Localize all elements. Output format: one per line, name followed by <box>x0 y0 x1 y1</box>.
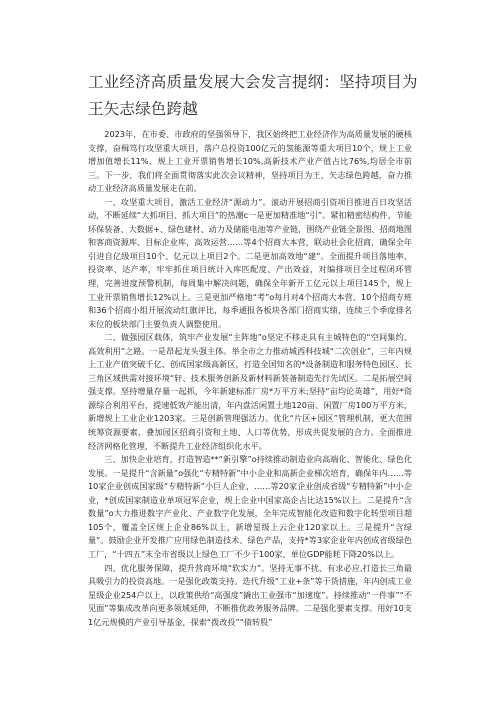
paragraph-section-3: 三、加快企业培育，打造智造**“新引擎”o持续推动制造业向高端化、智能化、绿色化发展。一是提升“含新量”o强化“专精特新”中小企业和高新企业梯次培育，确保年内……等10家企业创成国家级“专精特新”小巨人企业，……等20家企业创成省级“专精特新”中小企业，*创成国家制造业单项冠军企业，规上企业中国家高企占比达15%以上。二是提升“含数量”o大力推进数字产业化、产业数字化发展，全年完成智能化改造和数字化转型项目超105个，覆盖全区规上企业86%以上，新增星级上云企业120家以上。三是提升“含绿量”。鼓励企业开发推广应用绿色制造技术、绿色产品，支持*等3家企业年内创成省级绿色工厂，“十四五”末全市省级以上绿色工厂不少于100家、单位GDP能耗下降20%以上。 <box>88 454 412 559</box>
paragraph-section-4: 四、优化服务保障，提升营商环境“软实力”。坚持无事不扰、有求必应,打造长三角最具吸引力的投资高地。一是强化政策支持。迭代升级“工业+条”等干货措施，年内创成工业星级企业254户以上，以政策供给“高强度”撬出工业强市“加速度”。持续推动“一件事”“不见面”等集成改革向更多领域延伸，不断推优政务服务品牌。二是强化要素支撑。用好10支1亿元规模的产业引导基金，探索“拨改投”“债转股” <box>88 562 412 627</box>
document-body <box>88 128 412 629</box>
paragraph-section-1: 一、攻坚重大项目，激活工业经济“源动力”。滚动开展招商引资项目推进百日攻坚活动，不断延续“大抓项目、抓大项目”的热潮c一是更加精准地“引”。紧扣精密结构件、节能环保装备、大数据+、绿色建材、动力及储能电池等产业链，围绕产业链全景图、招商地图和客商资源库、目标企业库，高效运营……等4个招商大本营，联动社会化招商，确保全年引进自亿级项目10个、亿元以上项目2个。二是更加高效地“建”。全面提升项目落地率、投资率、达产率，牢牢抓住项目统计入库匹配度、产出效益，对编排项目全过程闭环管理，完善进度预警机制，每周集中解决问题，确保全年新开工亿元以上项目145个，规上工业开票销售增长12%以上。三是更加严格地“考”o每月对4个招商大本营、10个招商专班和36个招商小组开展流动红旗评比，每季通报各板块各部门招商实绩，连续三个季度排名末位的板块部门主要负责人调整使用。 <box>88 196 412 329</box>
document-title: 工业经济高质量发展大会发言提纲：坚持项目为王矢志绿色跨越 <box>88 73 418 118</box>
paragraph-section-2: 二、做强园区载体，筑牢产业发展“主阵地”o坚定不移走具有主城特色的“空间集约、高效利用”之路。一是昂起龙头强主体。举全市之力推动城西科技城“二次创业”，三年内规上工业产值突破千亿、创成国家级高新区，打造全国知名的*设备制造和服务特色园区、长三角区域供需对接环境“轩、技术服务创新及新材料新装备制造先行先试区。二是拓展空间强支撑。坚持增量存量一起抓，今年新建标准厂房*万平方米;坚持“亩均论英雄”，用好*资源综合利用平台，提速低效产能出清，年内盘活闲置土地120亩、闲置厂房100万平方米，新增规上工业企业1203家。三是创新管理强活力。优化“片区+园区”管理机制，更大范围统筹资源要素，叠加园区招商引资和土地、人口等优势，形成共促发展的合力。全面推进经济网格化管理，不断提升工业经济组织化水平。 <box>88 332 412 451</box>
paragraph-intro: 2023年，在市委、市政府的坚强领导下，我区始终把工业经济作为高质量发展的硬核支撑，奋楫笃行攻坚重大项目，落户总投资100亿元的氢能源等重大项目10个，规上工业增加值增长11%、规上工业开票销售增长10%,高新技术产业产值占比76%,均居全市前三。下一步，我们将全面贯彻落实此次会议精神，坚持项目为王，矢志绿色跨越，奋力推动工业经济高质量发展走在前。 <box>88 129 412 194</box>
